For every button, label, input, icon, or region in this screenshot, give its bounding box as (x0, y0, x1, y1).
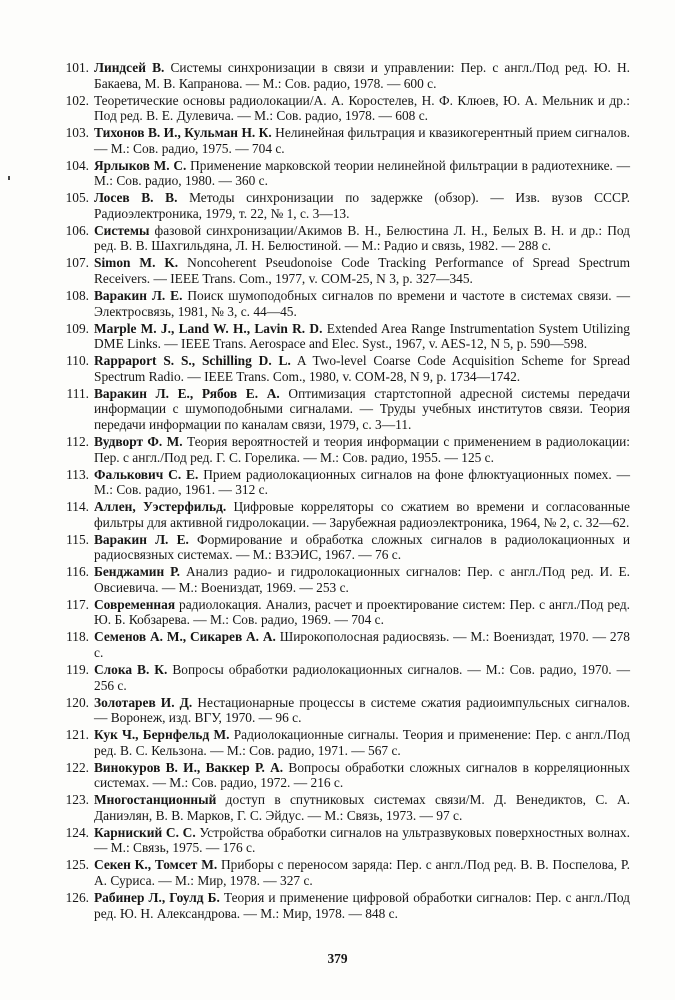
reference-text: Цифровые корреляторы со сжатием во времени и согласованные фильтры для активной гидролокации. — Зарубежная радиоэлектроника, 1964, № 2, с. 32—62. (94, 499, 631, 530)
reference-text: радиолокация. Анализ, расчет и проектирование систем: Пер. с англ./Под ред. Ю. Б. Кобзарева. — М.: Сов. радио, 1969. — 704 с. (94, 596, 630, 628)
reference-item (58, 386, 630, 433)
reference-text: доступ в спутниковых системах связи/М. Д. Венедиктов, С. А. Даниэлян, В. В. Марков, Г. С. Эйдус. — М.: Связь, 1973. — 97 с. (94, 792, 630, 823)
reference-authors: Аллен, Уэстерфильд. (94, 499, 227, 515)
reference-item (58, 125, 630, 156)
reference-authors: Тихонов В. И., Кульман Н. К. (94, 125, 272, 141)
reference-number: 104. (65, 157, 89, 173)
reference-authors: Варакин Л. Е. (94, 288, 183, 304)
reference-number: 115. (66, 531, 89, 547)
reference-item (58, 223, 630, 254)
reference-authors: Современная (94, 596, 176, 612)
reference-number: 114. (66, 499, 89, 515)
reference-item (58, 695, 630, 726)
reference-authors: Варакин Л. Е., Рябов Е. А. (94, 385, 280, 401)
reference-item (58, 321, 630, 352)
reference-text: Теория и применение цифровой обработки сигналов: Пер. с англ./Под ред. Ю. Н. Александрова. — М.: Мир, 1978. — 848 с. (94, 890, 630, 921)
reference-text: Формирование и обработка сложных сигналов в радиолокационных и радиосвязных системах. — М.: ВЗЭИС, 1967. — 76 с. (94, 531, 630, 563)
reference-text: Приборы с переносом заряда: Пер. с англ./Под ред. В. В. Поспелова, Р. А. Суриса. — М.: Мир, 1978. — 327 с. (94, 857, 630, 889)
reference-number: 120. (65, 694, 89, 710)
reference-text: Системы синхронизации в связи и управлении: Пер. с англ./Под ред. Ю. Н. Бакаева, М. В. Капранова. — М.: Сов. радио, 1978. — 600 с. (94, 60, 631, 91)
reference-authors: Simon M. K. (94, 255, 179, 271)
reference-number: 118. (66, 629, 89, 645)
reference-item (58, 288, 630, 319)
reference-number: 125. (65, 857, 89, 873)
reference-text: A Two-level Coarse Code Acquisition Scheme for Spread Spectrum Radio. — IEEE Trans. Com., 1980, v. COM-28, N 9, p. 1734—1742. (94, 353, 630, 384)
reference-text: Оптимизация стартстопной адресной системы передачи информации с шумоподобными сигналами. — Труды учебных институтов связи. Теория передачи информации по каналам связи, 1979, с. 3—11. (94, 385, 630, 432)
reference-item (58, 857, 630, 888)
reference-text: Радиолокационные сигналы. Теория и применение: Пер. с англ./Под ред. В. С. Кельзона. — М.: Сов. радио, 1971. — 567 с. (94, 727, 630, 758)
reference-text: Применение марковской теории нелинейной фильтрации в радиотехнике. — М.: Сов. радио, 1980. — 360 с. (94, 157, 630, 189)
reference-item (58, 353, 630, 384)
reference-item (58, 890, 630, 921)
reference-item (58, 499, 630, 530)
reference-authors: Многостанционный (94, 792, 217, 808)
reference-number: 112. (66, 433, 89, 449)
reference-item (58, 597, 630, 628)
reference-number: 101. (65, 60, 89, 75)
reference-number: 106. (65, 222, 89, 238)
reference-text: Extended Area Range Instrumentation System Utilizing DME Links. — IEEE Trans. Aerospace and Elec. Syst., 1967, v. AES-12, N 5, p. 590—598. (94, 320, 630, 352)
reference-authors: Рабинер Л., Гоулд Б. (94, 890, 220, 906)
reference-number: 111. (66, 385, 89, 401)
margin-mark (8, 176, 10, 180)
reference-text: Вопросы обработки радиолокационных сигналов. — М.: Сов. радио, 1970. — 256 с. (94, 662, 630, 693)
reference-authors: Ярлыков М. С. (94, 157, 187, 173)
reference-number: 108. (65, 288, 89, 304)
reference-number: 123. (65, 792, 89, 808)
reference-authors: Системы (94, 222, 150, 238)
reference-text: Прием радиолокационных сигналов на фоне флюктуационных помех. — М.: Сов. радио, 1961. — 312 с. (94, 466, 630, 498)
reference-authors: Варакин Л. Е. (94, 531, 189, 547)
reference-item (58, 190, 630, 221)
reference-number: 126. (65, 890, 89, 906)
reference-item (58, 158, 630, 189)
reference-item (58, 629, 630, 660)
reference-number: 124. (65, 824, 89, 840)
reference-item (58, 532, 630, 563)
reference-authors: Фалькович С. Е. (94, 466, 199, 482)
reference-authors: Линдсей В. (94, 60, 165, 75)
reference-authors: Золотарев И. Д. (94, 694, 193, 710)
reference-number: 119. (66, 662, 89, 677)
reference-text: Теория вероятностей и теория информации с применением в радиолокации: Пер. с англ./Под ред. Г. С. Горелика. — М.: Сов. радио, 1955. — 125 с. (94, 433, 631, 465)
reference-number: 105. (65, 190, 89, 206)
reference-item (58, 467, 630, 498)
reference-number: 113. (66, 466, 89, 482)
reference-text: Noncoherent Pseudonoise Code Tracking Performance of Spread Spectrum Receivers. — IEEE Trans. Com., 1977, v. COM-25, N 3, p. 327—345. (94, 255, 630, 287)
reference-text: Поиск шумоподобных сигналов по времени и частоте в системах связи. — Электросвязь, 1981, № 3, с. 44—45. (94, 288, 630, 319)
reference-item (58, 255, 630, 286)
reference-authors: Карниский С. С. (94, 824, 196, 840)
reference-text: Теоретические основы радиолокации/А. А. Коростелев, Н. Ф. Клюев, Ю. А. Мельник и др.: Под ред. В. Е. Дулевича. — М.: Сов. радио, 1978. — 608 с. (94, 92, 630, 124)
page-number: 379 (327, 951, 348, 966)
reference-authors: Винокуров В. И., Ваккер Р. А. (94, 759, 284, 775)
reference-item (58, 93, 630, 124)
reference-text: фазовой синхронизации/Акимов В. Н., Белюстина Л. Н., Белых В. Н. и др.: Под ред. В. В. Шахгильдяна, Л. Н. Белюстиной. — М.: Радио и связь, 1982. — 288 с. (94, 222, 630, 254)
reference-authors: Бенджамин Р. (94, 564, 181, 580)
reference-number: 117. (66, 596, 89, 612)
reference-item (58, 825, 630, 856)
reference-text: Анализ радио- и гидролокационных сигналов: Пер. с англ./Под ред. И. Е. Овсиевича. — М.: Воениздат, 1969. — 253 с. (94, 564, 631, 595)
reference-text: Нелинейная фильтрация и квазикогерентный прием сигналов. — М.: Сов. радио, 1975. — 704 с. (94, 125, 630, 156)
reference-number: 122. (65, 759, 89, 775)
reference-authors: Семенов А. М., Сикарев А. А. (94, 629, 276, 645)
reference-authors: Секен К., Томсет М. (94, 857, 218, 873)
reference-number: 121. (65, 727, 89, 743)
reference-number: 110. (66, 353, 89, 369)
reference-item (58, 760, 630, 791)
reference-authors: Слока В. К. (94, 662, 168, 677)
reference-item (58, 662, 630, 693)
reference-item (58, 60, 630, 91)
reference-authors: Кук Ч., Бернфельд М. (94, 727, 230, 743)
reference-text: Методы синхронизации по задержке (обзор). — Изв. вузов СССР. Радиоэлектроника, 1979, т. 22, № 1, с. 3—13. (94, 190, 630, 221)
reference-item (58, 792, 630, 823)
reference-number: 102. (65, 92, 89, 108)
reference-authors: Лосев В. В. (94, 190, 178, 206)
reference-authors: Rappaport S. S., Schilling D. L. (94, 353, 291, 369)
reference-text: Широкополосная радиосвязь. — М.: Воениздат, 1970. — 278 с. (94, 629, 630, 661)
reference-number: 103. (65, 125, 89, 141)
reference-number: 109. (65, 320, 89, 336)
reference-item (58, 434, 630, 465)
reference-text: Нестационарные процессы в системе сжатия радиоимпульсных сигналов. — Воронеж, изд. ВГУ, 1970. — 96 с. (94, 694, 631, 726)
reference-authors: Marple M. J., Land W. H., Lavin R. D. (94, 320, 323, 336)
reference-text: Вопросы обработки сложных сигналов в корреляционных системах. — М.: Сов. радио, 1972. — 216 с. (94, 759, 630, 791)
reference-number: 116. (66, 564, 89, 580)
reference-authors: Вудворт Ф. М. (94, 433, 183, 449)
reference-item (58, 564, 630, 595)
reference-text: Устройства обработки сигналов на ультразвуковых поверхностных волнах. — М.: Связь, 1975. — 176 с. (94, 824, 630, 856)
reference-number: 107. (65, 255, 89, 271)
reference-item (58, 727, 630, 758)
reference-list (58, 60, 630, 923)
